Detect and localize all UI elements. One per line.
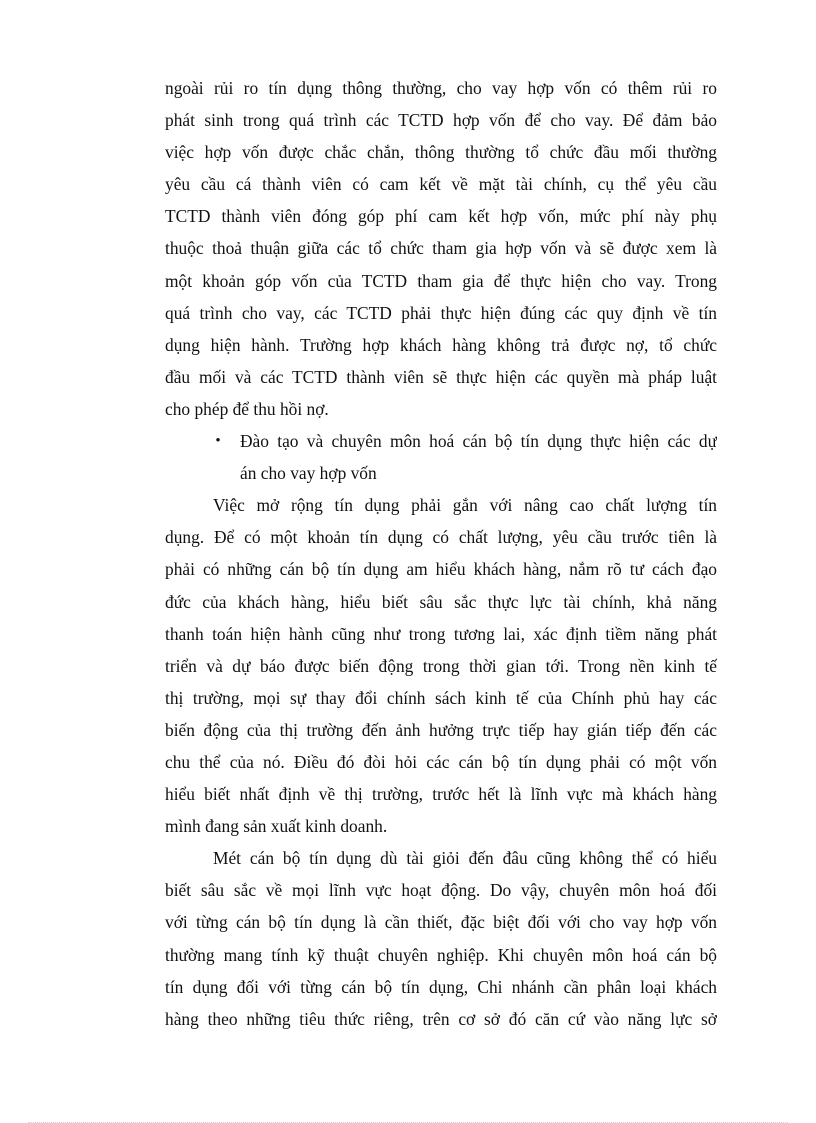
text-line: chu thể của nó. Điều đó đòi hỏi các cán bộ tín dụng phải có một vốn — [165, 751, 717, 772]
text-line: Mét cán bộ tín dụng dù tài giỏi đến đâu cũng không thể có hiểu — [213, 848, 717, 869]
bullet-text-line: án cho vay hợp vốn — [240, 463, 377, 484]
text-line: TCTD thành viên đóng góp phí cam kết hợp vốn, mức phí này phụ — [165, 206, 717, 227]
document-body — [165, 72, 717, 1035]
text-line: dụng. Để có một khoản tín dụng có chất lượng, yêu cầu trước tiên là — [165, 527, 717, 548]
text-line: biến động của thị trường đến ảnh hưởng trực tiếp hay gián tiếp đến các — [165, 719, 717, 740]
text-line: phát sinh trong quá trình các TCTD hợp vốn để cho vay. Để đảm bảo — [165, 110, 717, 131]
bullet-text-line: Đào tạo và chuyên môn hoá cán bộ tín dụng thực hiện các dự — [240, 431, 717, 452]
text-line: một khoản góp vốn của TCTD tham gia để thực hiện cho vay. Trong — [165, 270, 717, 291]
text-line: đức của khách hàng, hiểu biết sâu sắc thực lực tài chính, khả năng — [165, 591, 717, 612]
text-line: yêu cầu cá thành viên có cam kết về mặt tài chính, cụ thể yêu cầu — [165, 174, 717, 195]
text-line: thuộc thoả thuận giữa các tổ chức tham gia hợp vốn và sẽ được xem là — [165, 238, 717, 259]
text-line: mình đang sản xuất kinh doanh. — [165, 816, 388, 837]
paragraph-2 — [165, 489, 717, 842]
text-line: cho phép để thu hồi nợ. — [165, 398, 329, 419]
text-line: đầu mối và các TCTD thành viên sẽ thực hiện các quyền mà pháp luật — [165, 366, 717, 387]
text-line: tín dụng đối với từng cán bộ tín dụng, Chi nhánh cần phân loại khách — [165, 976, 717, 997]
text-line: hiểu biết nhất định về thị trường, trước hết là lĩnh vực mà khách hàng — [165, 784, 717, 805]
paragraph-3 — [165, 842, 717, 1035]
paragraph-1 — [165, 72, 717, 425]
text-line: việc hợp vốn được chắc chắn, thông thường tổ chức đầu mối thường — [165, 142, 717, 163]
text-line: thanh toán hiện hành cũng như trong tương lai, xác định tiềm năng phát — [165, 623, 717, 644]
text-line: Việc mở rộng tín dụng phải gắn với nâng cao chất lượng tín — [213, 495, 717, 516]
text-line: hàng theo những tiêu thức riêng, trên cơ sở đó căn cứ vào năng lực sở — [165, 1008, 717, 1029]
text-line: triển và dự báo được biến động trong thời gian tới. Trong nền kinh tế — [165, 655, 717, 676]
text-line: ngoài rủi ro tín dụng thông thường, cho vay hợp vốn có thêm rủi ro — [165, 78, 717, 98]
text-line: thị trường, mọi sự thay đổi chính sách kinh tế của Chính phủ hay các — [165, 687, 717, 708]
text-line: biết sâu sắc về mọi lĩnh vực hoạt động. Do vậy, chuyên môn hoá đối — [165, 880, 717, 901]
text-line: phải có những cán bộ tín dụng am hiểu khách hàng, nắm rõ tư cách đạo — [165, 559, 717, 580]
bullet-item — [165, 425, 717, 489]
text-line: với từng cán bộ tín dụng là cần thiết, đặc biệt đối với cho vay hợp vốn — [165, 912, 717, 933]
text-line: quá trình cho vay, các TCTD phải thực hiện đúng các quy định về tín — [165, 302, 717, 323]
text-line: dụng hiện hành. Trường hợp khách hàng không trả được nợ, tổ chức — [165, 334, 717, 355]
text-line: thường mang tính kỹ thuật chuyên nghiệp. Khi chuyên môn hoá cán bộ — [165, 944, 717, 965]
bullet-icon: • — [215, 433, 221, 450]
